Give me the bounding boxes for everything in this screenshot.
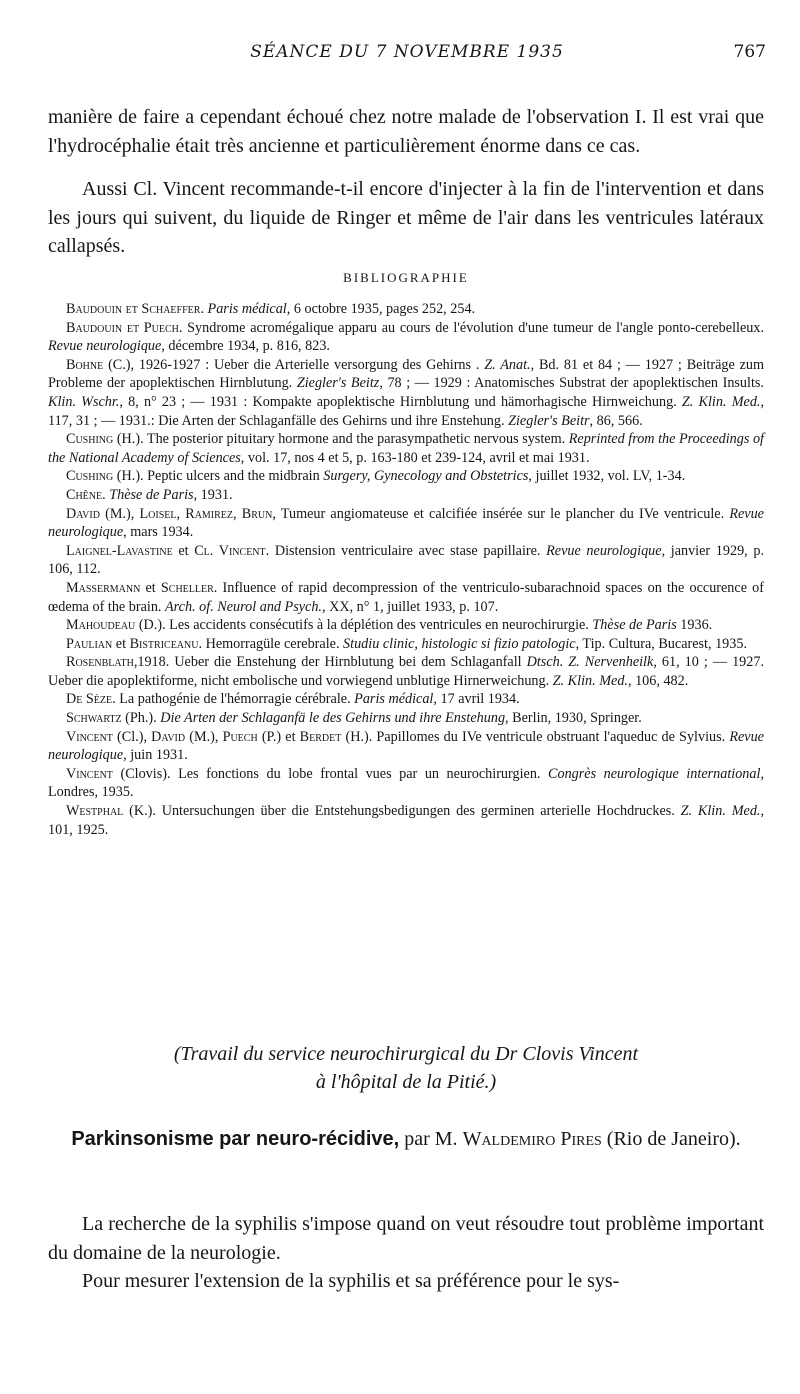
running-head: SÉANCE DU 7 NOVEMBRE 1935 [250,42,564,62]
entry-text: , janvier 1929, p. 106, 112. [48,542,764,578]
entry-text: , juin 1931. [123,747,188,764]
entry-text: Loisel, Ramirez, Brun [139,505,273,522]
intro-paragraph-1: manière de faire a cependant échoué chez notre malade de l'observation I. Il est vrai que l'hydrocéphalie était très ancienne et particulièrement énorme dans ce cas. [48,106,764,157]
bibliography-entry [48,653,764,690]
bibliography-entry [48,802,764,839]
entry-text: , 61, 10 ; — 1927. Ueber die apoplektiforme, nicht embolische und vorwiegend unblutige Hirnerweichung. [48,654,764,689]
bibliography-entry [48,430,764,467]
entry-text: , Tumeur angiomateuse et calcifiée insérée sur le plancher du IVe ventricule. [272,505,730,522]
entry-text: , vol. 17, nos 4 et 5, p. 163-180 et 239-124, avril et mai 1931. [240,449,590,466]
entry-text: Scheller [160,579,214,596]
bibliography-entry [48,616,764,635]
entry-authors: Paulian [66,635,113,652]
bibliography-entry [48,690,764,709]
entry-text: . Distension ventriculaire avec stase papillaire. [265,542,547,559]
article-heading [48,1125,764,1153]
bibliography-entry [48,709,764,728]
entry-authors: Cushing [66,468,114,485]
entry-text: (H.). The posterior pituitary hormone and the parasympathetic nervous system. [113,431,569,448]
entry-text: (M.), [99,505,140,522]
bibliography-entry [48,635,764,654]
entry-text: et [172,542,195,559]
entry-text: 1936. [676,617,713,634]
entry-text: , 8, n° 23 ; — 1931 : Kompakte apoplektische Hirnblutung und hämorhagische Hirnweichung. [119,393,682,410]
bibliography-entry [48,467,764,486]
bibliography-entry [48,505,764,542]
entry-text: et [140,579,161,596]
service-credit [48,1040,764,1096]
entry-source: Paris médical [354,691,434,708]
entry-text: Berdet [299,728,342,745]
entry-authors: Vincent [66,728,113,745]
entry-source: Congrès neurologique international [548,765,761,782]
entry-text: David [151,728,186,745]
entry-text: , 6 octobre 1935, pages 252, 254. [286,301,476,317]
entry-source: Dtsch. Z. Nervenheilk [526,654,654,671]
page-header [48,42,766,68]
entry-text: . Influence of rapid decompression of the ventriculo-subarachnoid spaces on the occurence of œdema of the brain. [48,579,764,615]
bibliography-entry [48,579,764,616]
entry-authors: Baudouin et Puech. [66,319,183,336]
article-paragraph-1: La recherche de la syphilis s'impose quand on veut résoudre tout problème important du domaine de la neurologie. [48,1213,764,1264]
entry-text: , 101, 1925. [48,803,765,838]
service-credit-line-1: (Travail du service neurochirurgical du Dr Clovis Vincent [173,1043,639,1065]
article-author: Waldemiro Pires [462,1128,602,1150]
entry-text: (Cl.), [112,728,152,745]
entry-text: , 1931. [193,486,233,503]
entry-text: , 78 ; — 1929 : Anatomisches Substrat der apoplektischen Insults. [379,375,764,392]
page-number: 767 [733,42,766,62]
entry-text: (H.). Peptic ulcers and the midbrain [113,468,324,485]
entry-source: Studiu clinic, histologic si fizio patologic [343,635,576,652]
entry-text: Bistriceanu [129,635,199,652]
bibliography-title: BIBLIOGRAPHIE [343,270,469,285]
entry-source: Klin. Wschr. [48,393,120,410]
entry-text: (H.). Papillomes du IVe ventricule obstruant l'aqueduc de Sylvius. [341,728,730,745]
bibliography-entry [48,300,764,319]
entry-text: , Tip. Cultura, Bucarest, 1935. [575,635,747,652]
entry-authors: Mahoudeau [66,617,136,634]
entry-source: Z. Anat. [484,356,531,373]
entry-text: , Londres, 1935. [48,765,764,801]
entry-text: (Clovis). Les fonctions du lobe frontal vues par un neurochirurgien. [112,765,549,782]
entry-text: (C.), 1926-1927 : Ueber die Arterielle versorgung des Gehirns . [103,356,485,373]
entry-text: La pathogénie de l'hémorragie cérébrale. [115,691,355,708]
entry-source: Surgery, Gynecology and Obstetrics [323,468,529,485]
entry-text: Syndrome acromégalique apparu au cours de l'évolution d'une tumeur de l'angle ponto-cerebelleux. [182,319,764,336]
entry-text: , juillet 1932, vol. LV, 1-34. [528,468,686,485]
entry-authors: Massermann [66,579,141,596]
entry-text: (P.) et [257,728,300,745]
entry-source: Z. Klin. Med. [681,393,761,410]
entry-source: Revue neurologique [546,542,662,559]
entry-text: , 117, 31 ; — 1931.: Die Arten der Schlaganfälle des Gehirns und ihre Enstehung. [48,393,765,429]
entry-source: Thèse de Paris [592,617,677,634]
entry-text: Puech [222,728,258,745]
entry-authors: Chêne. [66,486,106,503]
entry-source: Z. Klin. Med. [680,803,761,820]
entry-authors: Westphal [66,803,124,820]
entry-authors: Baudouin et Schaeffer. [66,301,204,317]
entry-authors: Schwartz [66,710,122,727]
entry-text: (D.). Les accidents consécutifs à la déplétion des ventricules en neurochirurgie. [135,617,593,634]
intro-paragraph-2: Aussi Cl. Vincent recommande-t-il encore d'injecter à la fin de l'intervention et dans les jours qui suivent, du liquide de Ringer et même de l'air dans les ventricules latéraux callapsés. [48,178,764,257]
bibliography-list [48,300,764,839]
bibliography-entry [48,728,764,765]
entry-authors: Laignel-Lavastine [66,542,173,559]
entry-source: Paris médical [207,301,287,317]
bibliography-entry [48,542,764,579]
entry-text: , mars 1934. [123,524,194,541]
entry-text: (Ph.). [121,710,161,727]
entry-text: Cl. Vincent [194,542,266,559]
entry-source: Ziegler's Beitr [508,412,590,429]
article-paragraph-2: Pour mesurer l'extension de la syphilis et sa préférence pour le sys- [82,1270,620,1292]
entry-text: , Bd. 81 et 84 ; — 1927 ; Beiträge zum Probleme der apoplektischen Hirnblutung. [48,356,765,392]
bibliography-entry [48,765,764,802]
entry-authors: Cushing [66,431,114,448]
entry-text: , décembre 1934, p. 816, 823. [161,338,330,355]
article-affiliation: (Rio de Janeiro). [601,1128,741,1150]
entry-source: Revue neurologique [48,728,764,764]
entry-text: , 106, 482. [627,672,689,689]
entry-text: et [112,635,130,652]
entry-text: , 86, 566. [589,412,643,429]
entry-authors: David [66,505,100,522]
bibliography-entry [48,356,764,430]
entry-authors: De Sèze. [66,691,116,708]
entry-text: , XX, n° 1, juillet 1933, p. 107. [321,598,499,615]
entry-text: ,1918. Ueber die Enstehung der Hirnblutung bei dem Schlaganfall [133,654,527,671]
entry-authors: Vincent [66,765,113,782]
entry-authors: Rosenblath [66,654,134,671]
entry-source: Thèse de Paris [109,486,194,503]
entry-source: Reprinted from the Proceedings of the National Academy of Sciences [48,431,765,466]
bibliography-entry [48,486,764,505]
entry-source: Arch. of. Neurol and Psych. [165,598,322,615]
entry-source: Ziegler's Beitz [296,375,380,392]
entry-text: (K.). Untersuchungen über die Entstehungsbedigungen des germinen arterielle Hochdruckes. [123,803,681,820]
service-credit-line-2: à l'hôpital de la Pitié.) [315,1071,497,1093]
bibliography-entry [48,319,764,356]
article-by: par M. [399,1128,463,1150]
entry-authors: Bohne [66,356,104,373]
entry-source: Revue neurologique [48,338,162,355]
article-title: Parkinsonisme par neuro-récidive, [71,1128,400,1150]
entry-text: . Hemorragüle cerebrale. [198,635,344,652]
entry-source: Die Arten der Schlaganfä le des Gehirns und ihre Enstehung [160,710,506,727]
entry-text: , 17 avril 1934. [433,691,520,708]
entry-text: , Berlin, 1930, Springer. [505,710,642,727]
entry-source: Revue neurologique [48,505,764,541]
entry-source: Z. Klin. Med. [552,672,628,689]
entry-text: (M.), [185,728,223,745]
